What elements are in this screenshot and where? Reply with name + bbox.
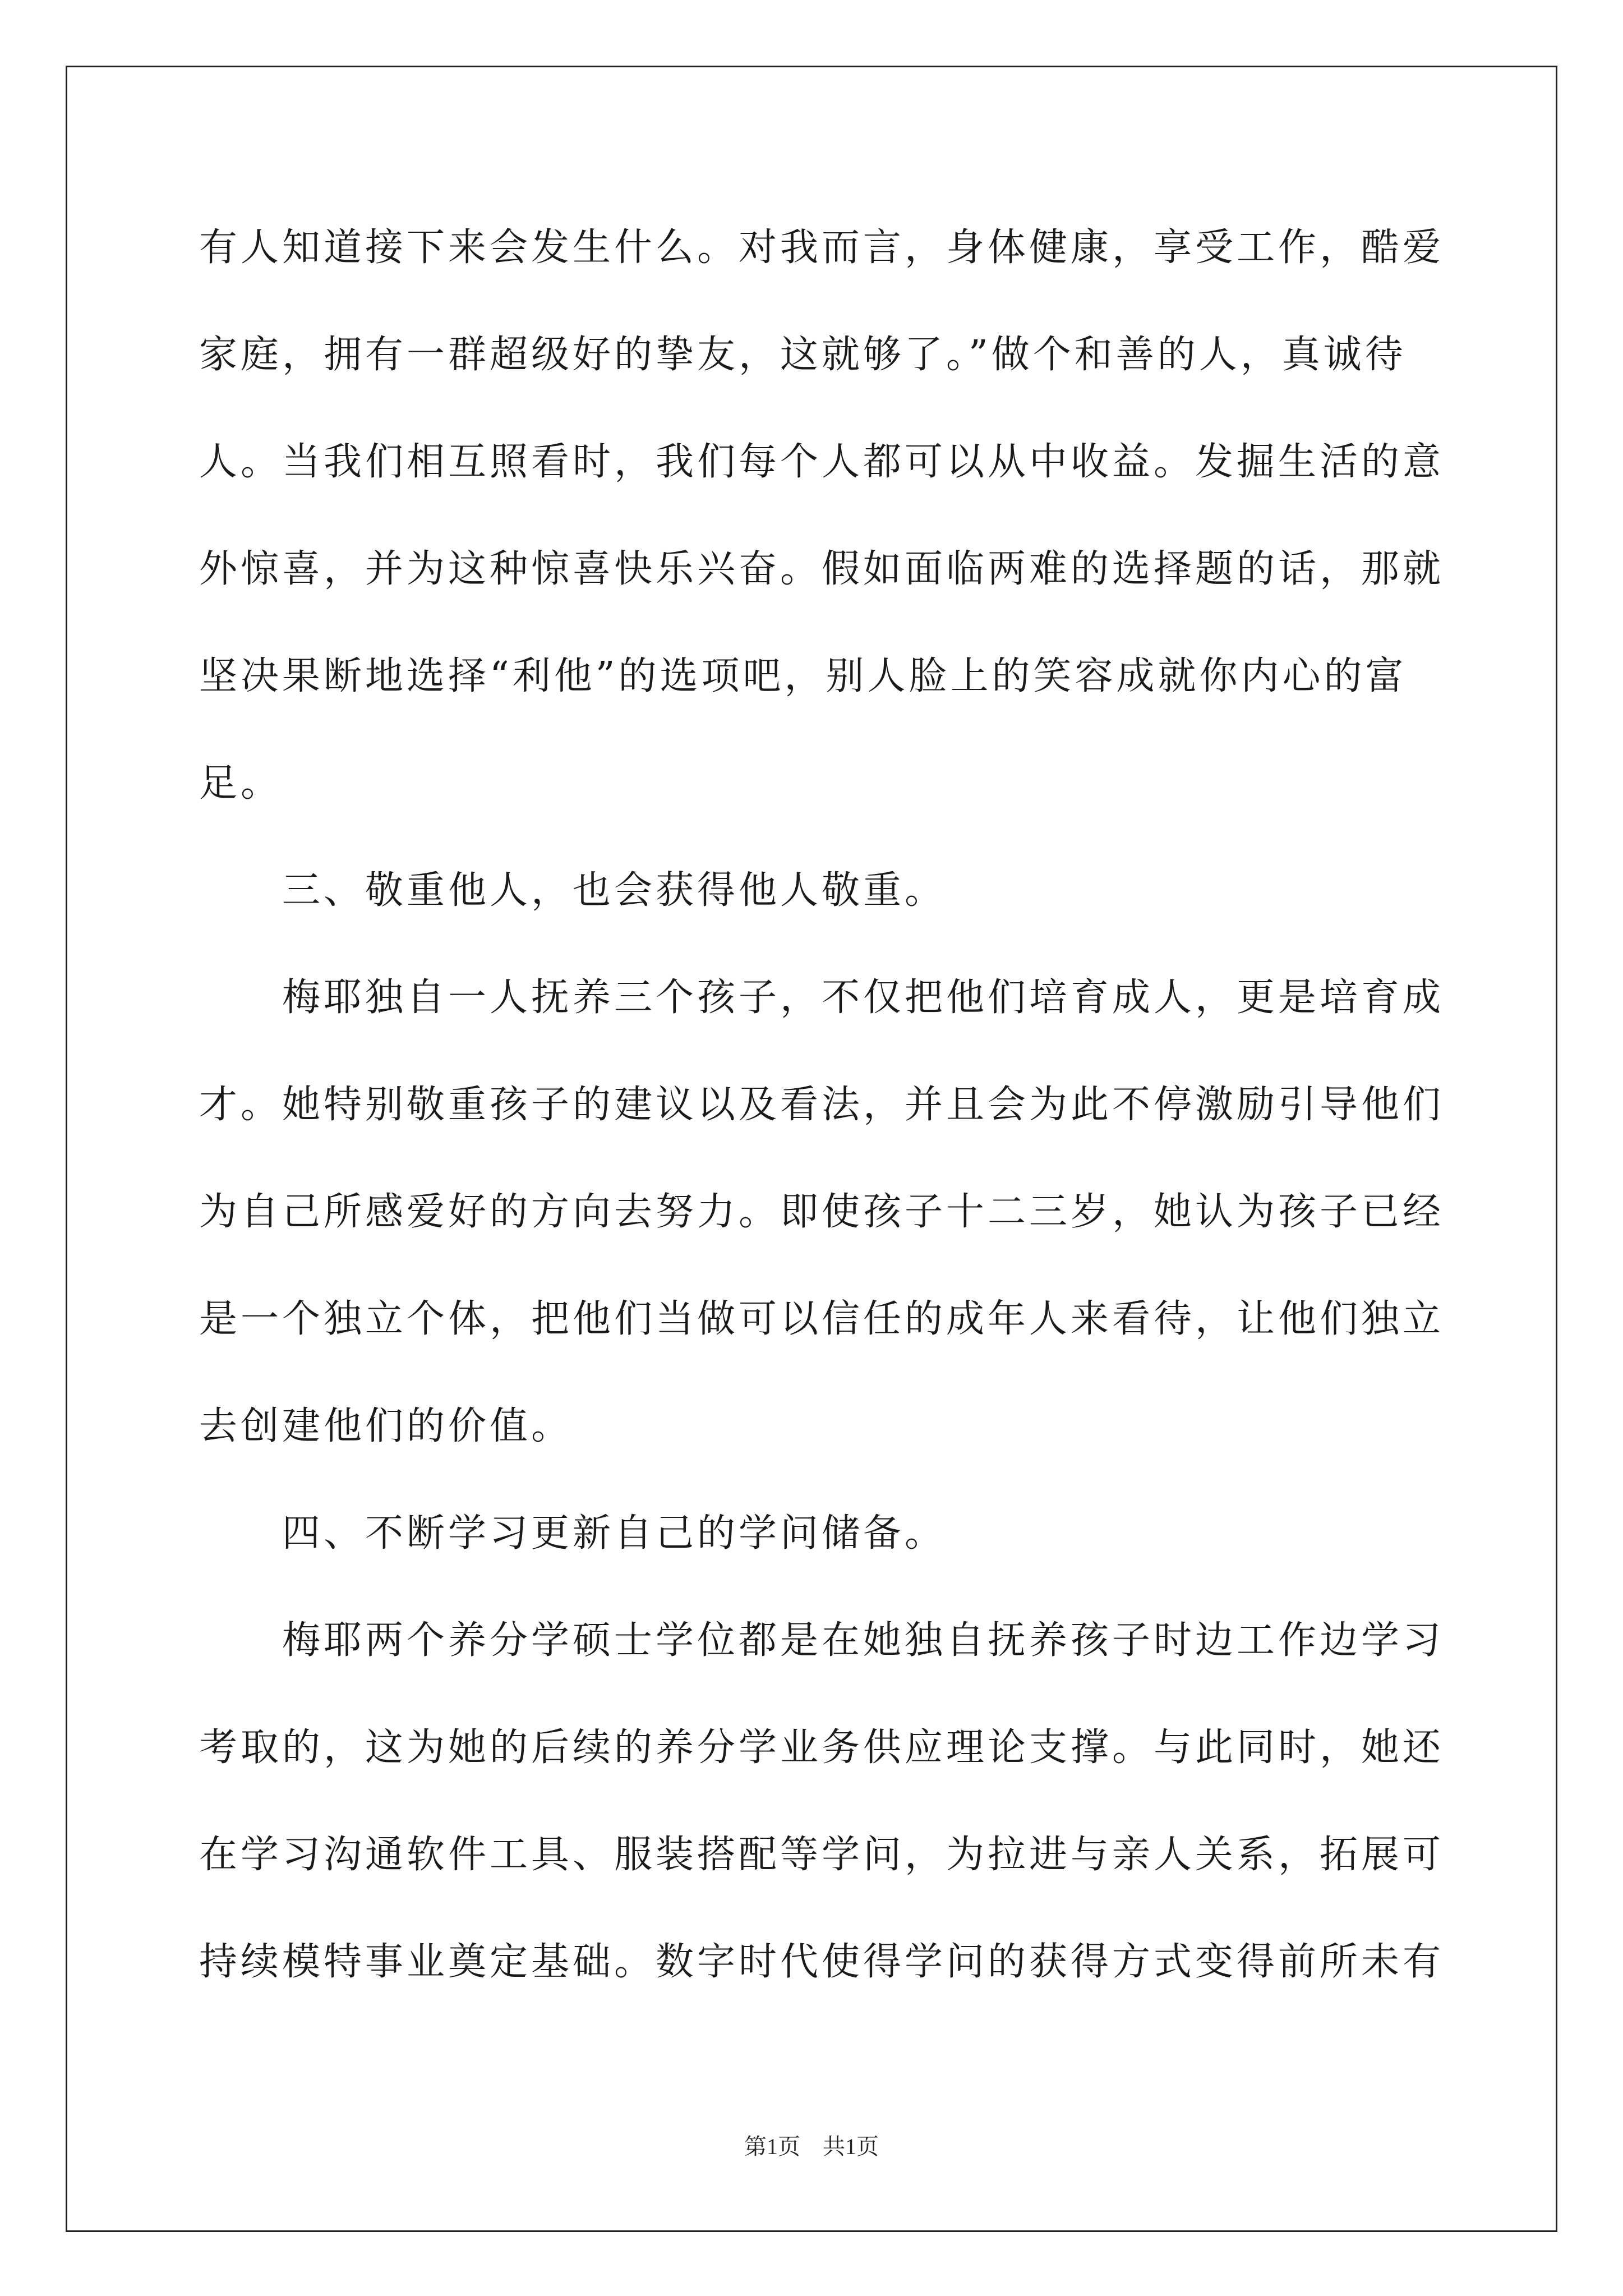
body-line: 持续模特事业奠定基础。数字时代使得学问的获得方式变得前所未有 xyxy=(199,1940,1445,1984)
body-line: 梅耶两个养分学硕士学位都是在她独自抚养孩子时边工作边学习 xyxy=(199,1618,1445,1663)
body-line: 足。 xyxy=(199,761,283,806)
body-line: 人。当我们相互照看时，我们每个人都可以从中收益。发掘生活的意 xyxy=(199,440,1445,484)
page-number-footer: 第1页 共1页 xyxy=(744,2134,879,2159)
document-body xyxy=(199,219,1445,2040)
body-line: 在学习沟通软件工具、服装搭配等学问，为拉进与亲人关系，拓展可 xyxy=(199,1833,1445,1877)
body-line: 为自己所感爱好的方向去努力。即使孩子十二三岁，她认为孩子已经 xyxy=(199,1190,1445,1234)
section-heading: 三、敬重他人，也会获得他人敬重。 xyxy=(199,868,947,913)
body-line: 外惊喜，并为这种惊喜快乐兴奋。假如面临两难的选择题的话，那就 xyxy=(199,547,1445,591)
body-line: 去创建他们的价值。 xyxy=(199,1404,573,1448)
body-line: 是一个独立个体，把他们当做可以信任的成年人来看待，让他们独立 xyxy=(199,1297,1445,1341)
body-line: 有人知道接下来会发生什么。对我而言，身体健康，享受工作，酷爱 xyxy=(199,226,1445,270)
body-line: 才。她特别敬重孩子的建议以及看法，并且会为此不停激励引导他们 xyxy=(199,1083,1445,1127)
body-line: 梅耶独自一人抚养三个孩子，不仅把他们培育成人，更是培育成 xyxy=(199,976,1445,1020)
section-heading: 四、不断学习更新自己的学问储备。 xyxy=(199,1511,947,1556)
body-line: 坚决果断地选择“利他”的选项吧，别人脸上的笑容成就你内心的富 xyxy=(199,654,1407,698)
body-line: 家庭，拥有一群超级好的挚友，这就够了。”做个和善的人，真诚待 xyxy=(199,333,1407,377)
body-line: 考取的，这为她的后续的养分学业务供应理论支撑。与此同时，她还 xyxy=(199,1726,1445,1770)
